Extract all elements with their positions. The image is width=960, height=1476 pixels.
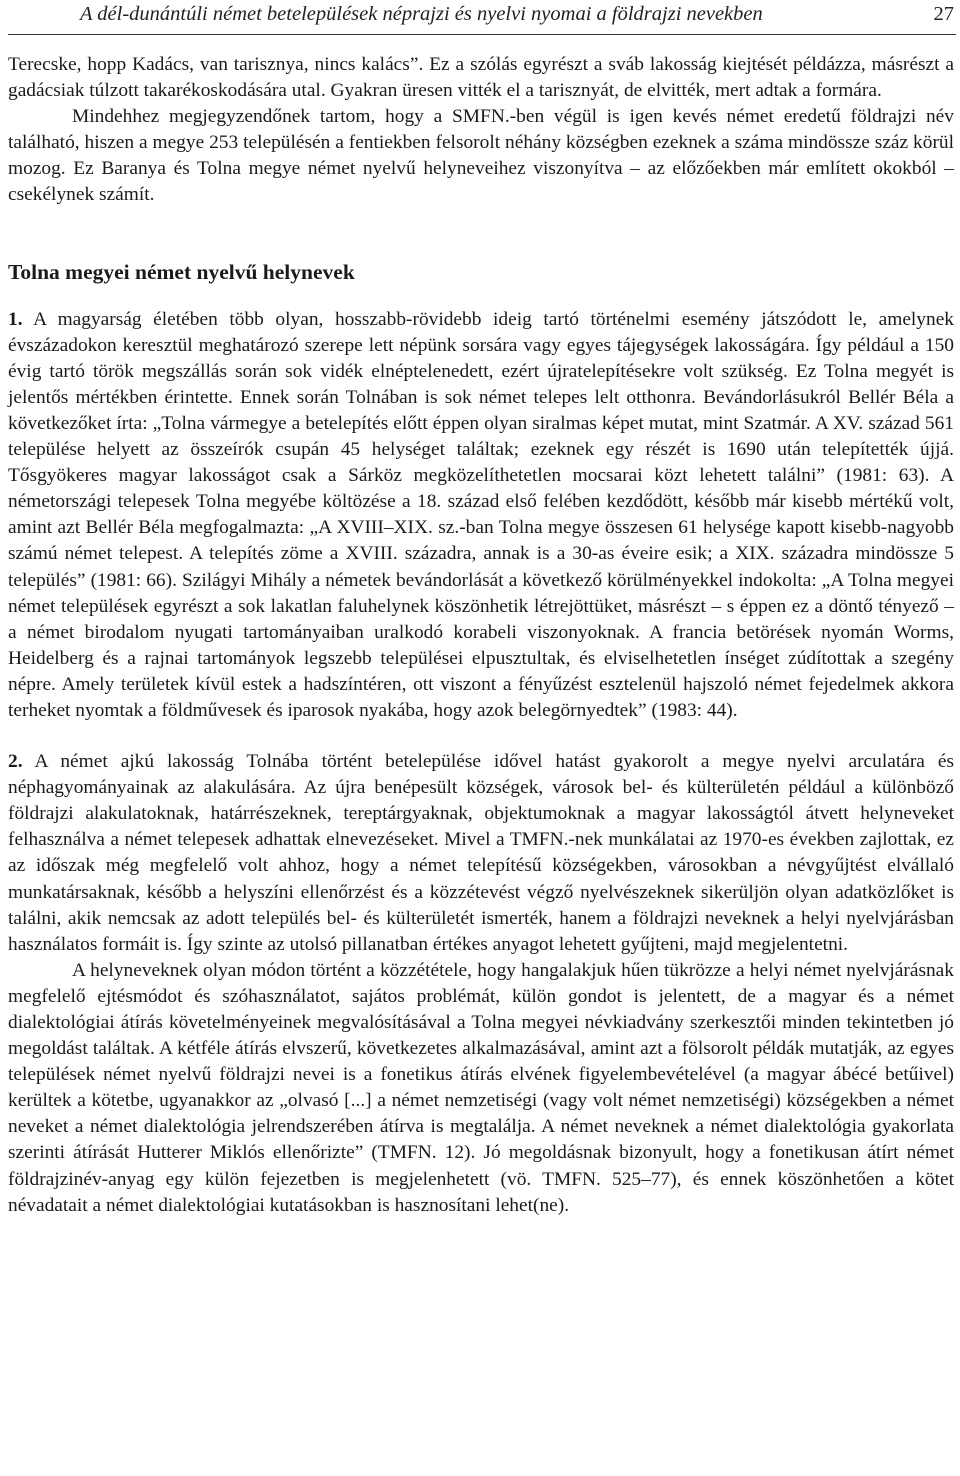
body-text [8,52,954,1219]
running-title: A dél-dunántúli német betelepülések néprajzi és nyelvi nyomai a földrajzi nevekben [80,3,763,25]
paragraph-gap [8,724,954,749]
paragraph-text: A német ajkú lakosság Tolnába történt betelepülése idővel hatást gyakorolt a megye nyelvi arculatára és néphagyományainak az alakulására. Az újra benépesült községek, városok bel- és külterületén például a különböző földrajzi alakulatoknak, határrészeknek, tereptárgyaknak, objektumoknak a magyar lakosságtól átvett helyneveket felhasználva a német telepesek adhattak elnevezéseket. Mivel a TMFN.-nek munkálatai az 1970-es években zajlottak, ez az időszak még megfelelő volt ahhoz, hogy a német telepítésű községekben, városokban a névgyűjtést elvállaló munkatársaknak, később a helyszíni ellenőrzést és a közzétevést végző nyelvészeknek sikerüljön olyan adatközlőket is találni, akik nemcsak az adott település bel- és külterületét ismerték, hanem a földrajzi neveknek a helyi nyelvjárásban használatos formáit is. Így szinte az utolsó pillanatban értékes anyagot lehetett gyűjteni, majd megjelentetni. [8,751,955,955]
paragraph: Terecske, hopp Kadács, van tarisznya, nincs kalács”. Ez a szólás egyrészt a sváb lakosság kiejtését példázza, másrészt a gadácsiak túlzott takarékoskodására utal. Gyakran üresen vitték el a tarisznyát, de elvitték, mert adtak a formára. [8,54,954,102]
paragraph [8,307,954,725]
paragraph: A helyneveknek olyan módon történt a közzététele, hogy hangalakjuk hűen tükrözze a helyi német nyelvjárásnak megfelelő ejtésmódot és szóhasználatot, sajátos problémát, külön gondot is jelentett, de a magyar és a német dialektológiai átírás követelményeinek megvalósításával a Tolna megyei névkiadvány szerkesztői minden tekintetben jó megoldást találtak. A kétféle átírás elvszerű, következetes alkalmazásával, amint azt a fölsorolt példák mutatják, az egyes települések német nyelvű földrajzi nevei is a fonetikus átírás elvének figyelembevételével (a magyar ábécé betűivel) kerültek a kötetbe, ugyanakkor az „olvasó [...] a német nemzetiségi (vagy volt német nemzetiségi) községekben a német neveket a német dialektológia jelrendszerében átírva is megtalálja. A német neveknek a német dialektológia gyakorlata szerinti átírását Hutterer Miklós ellenőrizte” (TMFN. 12). Jó megoldásnak bizonyult, hogy a fonetikusan átírt német földrajzinév-anyag egy külön fejezetben is megjelenhetett (vö. TMFN. 525–77), és ennek köszönhetően a kötet névadatait a német dialektológiai kutatásokban is hasznosítani lehet(ne). [8,959,954,1216]
paragraph [8,749,954,958]
paragraph-number: 1. [8,308,23,330]
paragraph: Mindehhez megjegyzendőnek tartom, hogy a SMFN.-ben végül is igen kevés német eredetű földrajzi név található, hiszen a megye 253 településén a fentiekben felsorolt néhány községben ezeknek a száma mindössze száz körül mozog. Ez Baranya és Tolna megye német nyelvű helyneveihez viszonyítva – az előzőekben már említett okokból – csekélynek számít. [8,106,954,206]
running-header [8,0,956,35]
paragraph-number: 2. [8,751,23,773]
section-heading: Tolna megyei német nyelvű helynevek [8,259,355,284]
page-number: 27 [933,3,954,25]
paragraph-text: A magyarság életében több olyan, hosszabb-rövidebb ideig tartó történelmi esemény játszódott le, amelynek évszázadokon keresztül meghatározó szerepe lett népünk sorsára vagy egyes tájegységek lakosságára. Így például a 150 évig tartó török megszállás során sok vidék elnéptelenedett, ezért újratelepítésekre volt szükség. Ez Tolna megyét is jelentős mértékben érintette. Ennek során Tolnában is sok német telepes lelt otthonra. Bevándorlásukról Bellér Béla a következőket írta: „Tolna vármegye a betelepítés előtt éppen olyan siralmas képet mutat, mint Szatmár. A XV. század 561 települése helyett az összeírók csupán 45 helységet találtak; ezeknek egy részét is 1690 után telepítették újjá. Tősgyökeres magyar lakosságot csak a Sárköz megközelíthetetlen mocsarai közt lehetett találni” (1981: 63). A németországi telepesek Tolna megyébe költözése a 18. század első felében kezdődött, később már kisebb mértékű volt, amint azt Bellér Béla megfogalmazta: „A XVIII–XIX. sz.-ban Tolna megye összesen 61 helysége kapott kisebb-nagyobb számú német telepest. A telepítés zöme a XVIII. századra, annak is a 30-as éveire esik; a XIX. századra mindössze 5 település” (1981: 66). Szilágyi Mihály a németek bevándorlását a következő körülményekkel indokolta: „A Tolna megyei német települések egyrészt a sok lakatlan faluhelynek köszönhetik létrejöttüket, másrészt – s éppen ez a döntő tényező – a német birodalom nyugati tartományaiban uralkodó korabeli viszonyoknak. A francia betörések nyomán Worms, Heidelberg és a rajnai tartományok legszebb települései elpusztultak, és elviselhetetlen ínséget zúdítottak a szegény népre. Amely területek kívül estek a hadszíntéren, ott viszont a fényűzést esztelenül hajszoló német fejedelmek akkora terheket nyomtak a földművesek és iparosok nyakába, hogy azok belegörnyedtek” (1983: 44). [8,308,954,721]
